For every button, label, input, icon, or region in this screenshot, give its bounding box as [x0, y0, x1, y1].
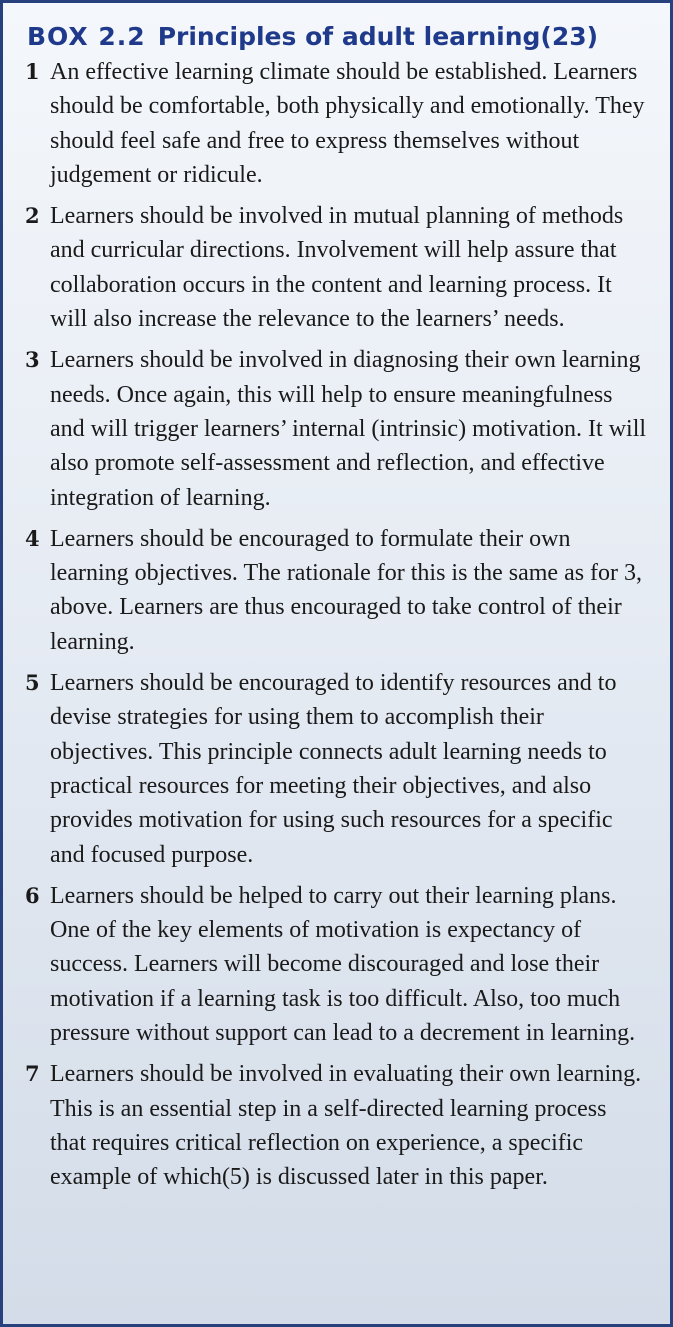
principle-number: 6 — [25, 882, 40, 908]
principle-text: An effective learning climate should be established. Learners should be comfortable, both physically and emotionally. They should feel safe and free to express themselves without judgement or ridicule. — [50, 59, 645, 188]
principle-number: 2 — [25, 203, 40, 229]
box-heading: Principles of adult learning(23) — [157, 22, 599, 51]
principle-item-5 — [25, 666, 648, 872]
principle-number: 5 — [25, 670, 40, 696]
principle-item-7 — [25, 1057, 648, 1194]
principle-text: Learners should be involved in mutual planning of methods and curricular directions. Involvement will help assure that collaboration occurs in the content and learning process. It will also increase the relevance to the learners’ needs. — [50, 203, 624, 333]
principle-number: 7 — [25, 1061, 40, 1087]
principle-item-1 — [25, 55, 648, 192]
principle-item-2 — [25, 199, 648, 336]
box-title — [27, 21, 648, 53]
box-label: BOX 2.2 — [27, 22, 146, 51]
principle-text: Learners should be helped to carry out their learning plans. One of the key elements of motivation is expectancy of success. Learners will become discouraged and lose their motivation if a learning task is too difficult. Also, too much pressure without support can lead to a decrement in learning. — [50, 882, 636, 1047]
principle-text: Learners should be involved in evaluating their own learning. This is an essential step in a self-directed learning process that requires critical reflection on experience, a specific example of which(5) is discussed later in this paper. — [50, 1061, 642, 1191]
principle-number: 1 — [25, 59, 40, 84]
principle-item-4 — [25, 522, 648, 659]
principle-item-3 — [25, 343, 648, 514]
principles-list — [25, 55, 648, 1195]
principle-text: Learners should be encouraged to identify resources and to devise strategies for using them to accomplish their objectives. This principle connects adult learning needs to practical resources for meeting their objectives, and also provides motivation for using such resources for a specific and focused purpose. — [50, 670, 617, 868]
principle-text: Learners should be involved in diagnosing their own learning needs. Once again, this will help to ensure meaningfulness and will trigger learners’ internal (intrinsic) motivation. It will also promote self-assessment and reflection, and effective integration of learning. — [50, 347, 647, 511]
principle-number: 4 — [25, 525, 40, 551]
principle-text: Learners should be encouraged to formulate their own learning objectives. The rationale for this is the same as for 3, above. Learners are thus encouraged to take control of their learning. — [50, 525, 643, 655]
principle-item-6 — [25, 879, 648, 1050]
principle-number: 3 — [25, 347, 40, 373]
